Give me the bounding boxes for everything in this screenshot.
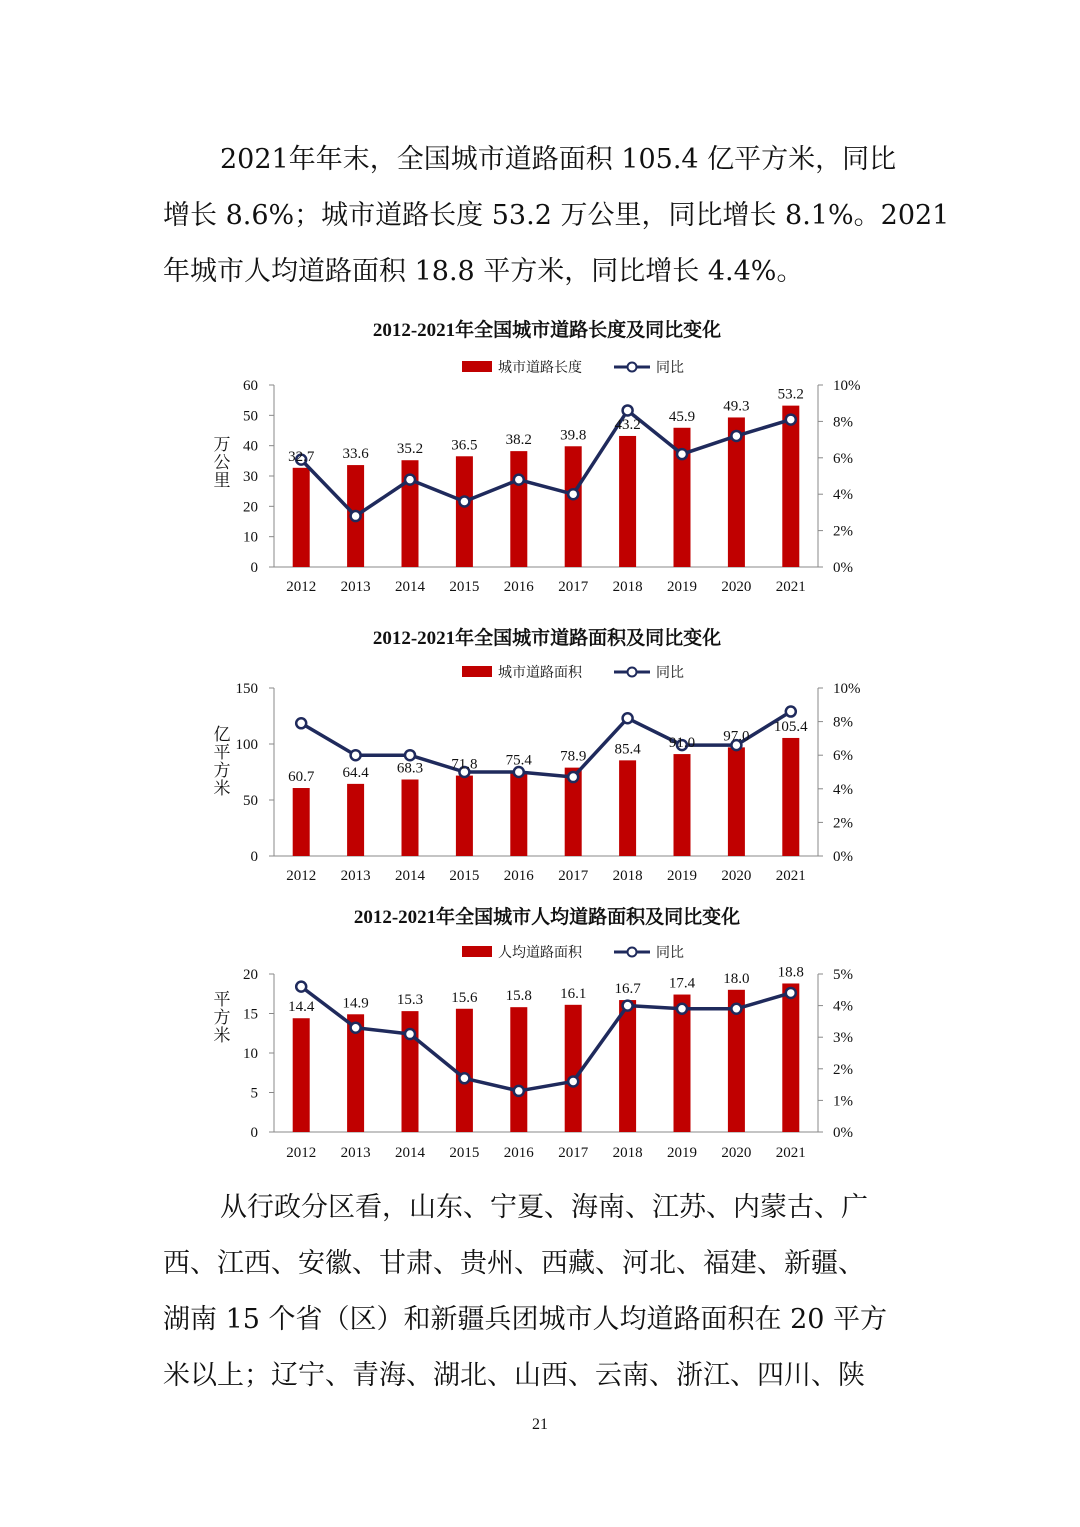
chart-per-capita-road-area bbox=[0, 895, 1080, 1170]
bar-value-label: 60.7 bbox=[288, 769, 315, 786]
bar bbox=[674, 754, 691, 856]
bar bbox=[293, 1018, 310, 1132]
bar-value-label: 64.4 bbox=[342, 764, 369, 781]
x-tick-label: 2015 bbox=[449, 868, 480, 884]
y2-tick-label: 0% bbox=[833, 560, 853, 576]
outro-line-4: 米以上；辽宁、青海、湖北、山西、云南、浙江、四川、陕 bbox=[163, 1360, 865, 1391]
legend-bar-label: 城市道路面积 bbox=[498, 666, 582, 681]
bar-value-label: 53.2 bbox=[777, 386, 804, 403]
x-tick-label: 2014 bbox=[395, 1145, 425, 1161]
legend-line-marker bbox=[628, 668, 637, 677]
x-tick-label: 2017 bbox=[558, 868, 589, 884]
legend-bar-swatch bbox=[462, 361, 492, 372]
x-tick-label: 2020 bbox=[721, 868, 752, 884]
yoy-line bbox=[301, 410, 791, 516]
bar-value-label: 15.6 bbox=[451, 989, 478, 1006]
y-tick-label: 150 bbox=[235, 681, 258, 697]
outro-line-3: 湖南 15 个省（区）和新疆兵团城市人均道路面积在 20 平方 bbox=[163, 1304, 888, 1335]
chart-road-length bbox=[0, 312, 1080, 602]
x-tick-label: 2012 bbox=[286, 1145, 317, 1161]
bar bbox=[565, 1005, 582, 1132]
x-tick-label: 2013 bbox=[340, 579, 371, 595]
legend-bar-swatch bbox=[462, 946, 492, 957]
chart-title: 2012-2021年全国城市道路长度及同比变化 bbox=[372, 320, 722, 341]
bar-value-label: 32.7 bbox=[288, 448, 315, 465]
yoy-point bbox=[731, 431, 741, 441]
bar bbox=[782, 738, 799, 856]
bar bbox=[565, 446, 582, 567]
bar bbox=[510, 451, 527, 567]
bar bbox=[456, 776, 473, 856]
x-tick-label: 2020 bbox=[721, 579, 752, 595]
yoy-point bbox=[623, 1001, 633, 1011]
yoy-point bbox=[351, 511, 361, 521]
y2-tick-label: 6% bbox=[833, 450, 853, 467]
x-tick-label: 2014 bbox=[395, 579, 425, 595]
yoy-point bbox=[786, 415, 796, 425]
y-tick-label: 50 bbox=[243, 408, 258, 425]
yoy-point bbox=[405, 475, 415, 485]
bar bbox=[782, 983, 799, 1132]
yoy-point bbox=[351, 1023, 361, 1033]
outro-line-1: 从行政分区看，山东、宁夏、海南、江苏、内蒙古、广 bbox=[220, 1192, 868, 1223]
legend-bar-label: 城市道路长度 bbox=[498, 361, 582, 376]
y-tick-label: 50 bbox=[243, 793, 258, 809]
x-tick-label: 2012 bbox=[286, 868, 317, 884]
legend-line-marker bbox=[628, 948, 637, 957]
bar bbox=[619, 1000, 636, 1132]
y2-tick-label: 10% bbox=[833, 681, 861, 697]
bar-value-label: 35.2 bbox=[396, 441, 424, 458]
y2-tick-label: 10% bbox=[833, 378, 861, 394]
bar-value-label: 16.7 bbox=[614, 981, 641, 998]
y-tick-label: 100 bbox=[235, 737, 258, 753]
x-tick-label: 2017 bbox=[558, 579, 589, 595]
bar bbox=[674, 995, 691, 1132]
yoy-point bbox=[459, 1073, 469, 1083]
y2-tick-label: 2% bbox=[833, 815, 853, 832]
y-tick-label: 60 bbox=[243, 378, 258, 394]
x-tick-label: 2015 bbox=[449, 1145, 480, 1161]
bar-value-label: 18.0 bbox=[723, 970, 750, 987]
yoy-point bbox=[786, 707, 796, 717]
x-tick-label: 2020 bbox=[721, 1145, 752, 1161]
y-tick-label: 0 bbox=[250, 560, 258, 576]
chart-title: 2012-2021年全国城市道路面积及同比变化 bbox=[372, 628, 722, 649]
bar-value-label: 15.3 bbox=[396, 992, 424, 1009]
x-tick-label: 2016 bbox=[503, 868, 534, 884]
bar-value-label: 36.5 bbox=[451, 437, 478, 454]
yoy-point bbox=[296, 718, 306, 728]
x-tick-label: 2017 bbox=[558, 1145, 589, 1161]
yoy-point bbox=[405, 1029, 415, 1039]
bar-value-label: 14.4 bbox=[288, 999, 315, 1016]
yoy-point bbox=[514, 475, 524, 485]
x-tick-label: 2012 bbox=[286, 579, 317, 595]
chart-road-area-svg bbox=[0, 618, 1080, 888]
yoy-point bbox=[623, 405, 633, 415]
legend-line-marker bbox=[628, 363, 637, 372]
bar-value-label: 45.9 bbox=[668, 408, 696, 425]
bar-value-label: 38.2 bbox=[505, 432, 532, 449]
x-tick-label: 2016 bbox=[503, 1145, 534, 1161]
y-tick-label: 30 bbox=[243, 469, 258, 485]
legend-line-label: 同比 bbox=[656, 946, 684, 961]
yoy-point bbox=[677, 1004, 687, 1014]
yoy-line bbox=[301, 987, 791, 1091]
bar-value-label: 17.4 bbox=[668, 975, 696, 992]
bar-value-label: 78.9 bbox=[560, 748, 587, 765]
bar-value-label: 105.4 bbox=[773, 718, 808, 735]
chart-per-capita-road-area-svg bbox=[0, 895, 1080, 1170]
x-tick-label: 2021 bbox=[775, 868, 806, 884]
legend-bar-label: 人均道路面积 bbox=[498, 946, 582, 961]
chart-road-length-svg bbox=[0, 312, 1080, 602]
x-tick-label: 2013 bbox=[340, 1145, 371, 1161]
bar-value-label: 85.4 bbox=[614, 741, 641, 758]
y-tick-label: 20 bbox=[243, 967, 258, 983]
bar-value-label: 71.8 bbox=[451, 756, 478, 773]
bar-value-label: 68.3 bbox=[396, 760, 424, 777]
outro-line-2: 西、江西、安徽、甘肃、贵州、西藏、河北、福建、新疆、 bbox=[163, 1248, 865, 1279]
yoy-point bbox=[677, 449, 687, 459]
yoy-point bbox=[459, 496, 469, 506]
bar bbox=[456, 456, 473, 567]
bar bbox=[293, 788, 310, 856]
bar bbox=[456, 1009, 473, 1132]
yoy-point bbox=[568, 1076, 578, 1086]
y2-tick-label: 2% bbox=[833, 1061, 853, 1078]
bar-value-label: 33.6 bbox=[342, 446, 369, 463]
y2-tick-label: 5% bbox=[833, 967, 853, 983]
bar-value-label: 97.0 bbox=[723, 728, 750, 745]
y2-tick-label: 1% bbox=[833, 1093, 853, 1110]
x-tick-label: 2021 bbox=[775, 579, 806, 595]
yoy-point bbox=[296, 982, 306, 992]
bar-value-label: 43.2 bbox=[614, 416, 641, 433]
x-tick-label: 2013 bbox=[340, 868, 371, 884]
y2-tick-label: 6% bbox=[833, 748, 853, 765]
yoy-point bbox=[623, 713, 633, 723]
y-tick-label: 15 bbox=[243, 1006, 258, 1023]
legend-line-label: 同比 bbox=[656, 666, 684, 681]
page-number: 21 bbox=[532, 1416, 548, 1433]
x-tick-label: 2018 bbox=[612, 579, 643, 595]
y-tick-label: 0 bbox=[250, 849, 258, 865]
y2-tick-label: 0% bbox=[833, 849, 853, 865]
bar-value-label: 49.3 bbox=[723, 398, 750, 415]
y2-tick-label: 0% bbox=[833, 1125, 853, 1141]
bar bbox=[728, 747, 745, 856]
y2-tick-label: 4% bbox=[833, 998, 853, 1015]
x-tick-label: 2018 bbox=[612, 868, 643, 884]
bar-value-label: 91.0 bbox=[668, 735, 696, 752]
yoy-point bbox=[786, 988, 796, 998]
y-axis-label: 亿平方米 bbox=[213, 725, 231, 798]
yoy-line bbox=[301, 712, 791, 778]
bar bbox=[510, 1007, 527, 1132]
y-tick-label: 5 bbox=[250, 1085, 258, 1102]
x-tick-label: 2019 bbox=[667, 868, 697, 884]
y2-tick-label: 3% bbox=[833, 1030, 853, 1047]
x-tick-label: 2019 bbox=[667, 1145, 697, 1161]
bar-value-label: 16.1 bbox=[560, 985, 587, 1002]
bar-value-label: 75.4 bbox=[505, 752, 532, 769]
y-axis-label: 平方米 bbox=[213, 990, 231, 1045]
bar-value-label: 14.9 bbox=[342, 995, 369, 1012]
x-tick-label: 2019 bbox=[667, 579, 697, 595]
bar-value-label: 18.8 bbox=[777, 964, 804, 981]
intro-line-1: 2021年年末，全国城市道路面积 105.4 亿平方米，同比 bbox=[220, 144, 897, 175]
chart-road-area bbox=[0, 618, 1080, 888]
y-tick-label: 40 bbox=[243, 438, 258, 455]
bar bbox=[619, 760, 636, 856]
x-tick-label: 2014 bbox=[395, 868, 425, 884]
y-tick-label: 20 bbox=[243, 499, 258, 516]
y2-tick-label: 8% bbox=[833, 414, 853, 431]
legend-bar-swatch bbox=[462, 666, 492, 677]
y2-tick-label: 4% bbox=[833, 781, 853, 798]
yoy-point bbox=[568, 489, 578, 499]
bar bbox=[402, 780, 419, 856]
intro-line-3: 年城市人均道路面积 18.8 平方米，同比增长 4.4%。 bbox=[163, 256, 804, 287]
bar bbox=[293, 468, 310, 567]
y-tick-label: 10 bbox=[243, 529, 258, 546]
yoy-point bbox=[405, 750, 415, 760]
y2-tick-label: 8% bbox=[833, 714, 853, 731]
bar bbox=[347, 784, 364, 856]
yoy-point bbox=[514, 1086, 524, 1096]
bar bbox=[782, 406, 799, 567]
y2-tick-label: 4% bbox=[833, 487, 853, 504]
chart-title: 2012-2021年全国城市人均道路面积及同比变化 bbox=[353, 907, 741, 928]
intro-line-2: 增长 8.6%；城市道路长度 53.2 万公里，同比增长 8.1%。2021 bbox=[163, 200, 950, 231]
bar-value-label: 15.8 bbox=[505, 988, 532, 1005]
yoy-point bbox=[731, 1004, 741, 1014]
intro-paragraph bbox=[0, 132, 1080, 302]
bar bbox=[510, 772, 527, 856]
yoy-point bbox=[351, 750, 361, 760]
y-axis-label: 万公里 bbox=[213, 435, 231, 490]
y-tick-label: 0 bbox=[250, 1125, 258, 1141]
y-tick-label: 10 bbox=[243, 1046, 258, 1062]
bar bbox=[619, 436, 636, 567]
bar-value-label: 39.8 bbox=[560, 427, 587, 444]
yoy-point bbox=[568, 772, 578, 782]
x-tick-label: 2018 bbox=[612, 1145, 643, 1161]
x-tick-label: 2015 bbox=[449, 579, 480, 595]
x-tick-label: 2016 bbox=[503, 579, 534, 595]
outro-paragraph bbox=[0, 1180, 1080, 1410]
y2-tick-label: 2% bbox=[833, 523, 853, 540]
x-tick-label: 2021 bbox=[775, 1145, 806, 1161]
legend-line-label: 同比 bbox=[656, 361, 684, 376]
